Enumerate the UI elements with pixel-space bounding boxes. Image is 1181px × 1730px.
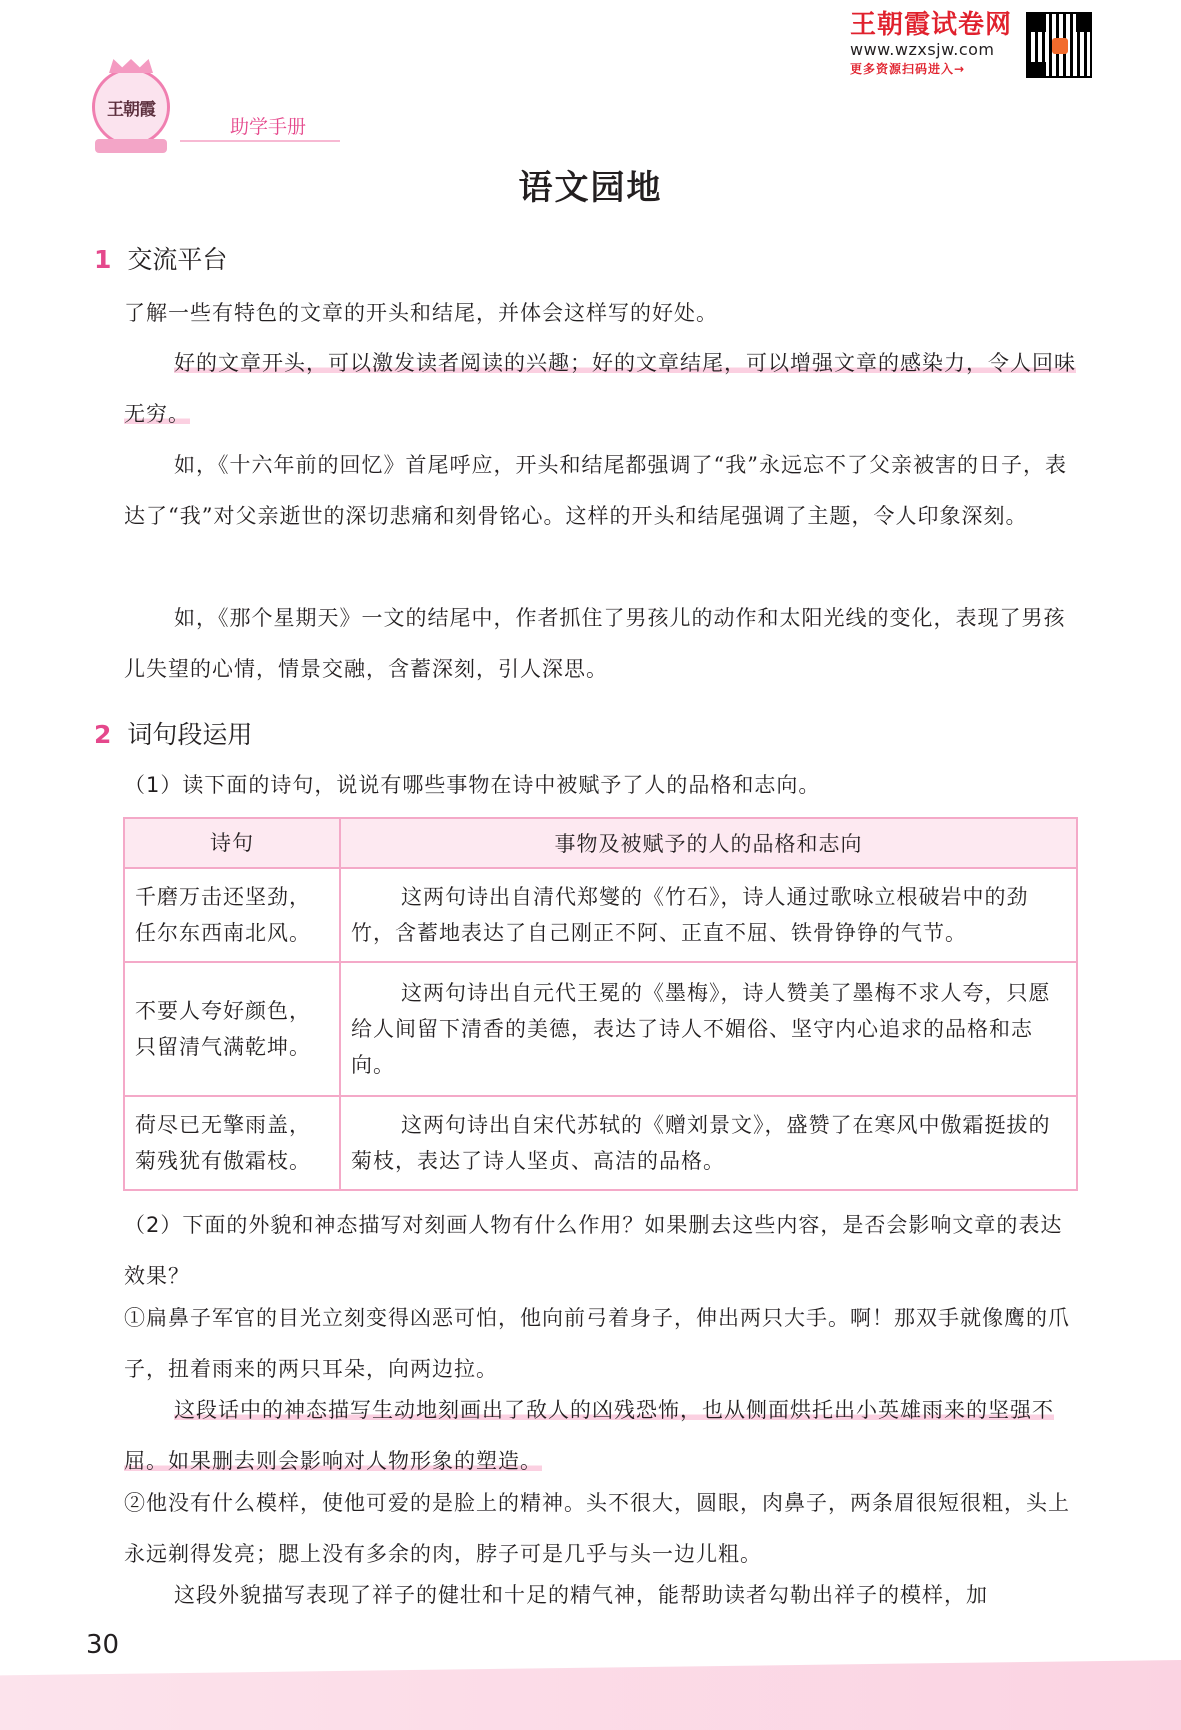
logo-ribbon: [95, 139, 167, 153]
table-row: [124, 1096, 1077, 1190]
section-title: 词句段运用: [127, 720, 253, 749]
answer-text: 好的文章开头，可以激发读者阅读的兴趣；好的文章结尾，可以增强文章的感染力，令人回味无穷。: [124, 351, 1076, 426]
question-text: （2）下面的外貌和神态描写对刻画人物有什么作用？如果删去这些内容，是否会影响文章的表达效果？: [124, 1213, 1063, 1288]
page-number: 30: [86, 1630, 120, 1660]
poem-table: [123, 817, 1078, 1191]
table-row: [124, 962, 1077, 1096]
footer-band: [0, 1660, 1181, 1730]
section-label: 助学手册: [230, 116, 307, 138]
answer-paragraph: [124, 1570, 1084, 1621]
table-header: 诗句: [124, 818, 340, 868]
page-title: 语文园地: [518, 168, 663, 208]
poem-cell: 荷尽已无擎雨盖，菊残犹有傲霜枝。: [124, 1096, 340, 1190]
table-header: 事物及被赋予的人的品格和志向: [340, 818, 1077, 868]
answer-paragraph: [124, 440, 1084, 542]
section-number: 2: [94, 720, 112, 749]
answer-text: 这段话中的神态描写生动地刻画出了敌人的凶残恐怖，也从侧面烘托出小英雄雨来的坚强不屈。如果删去则会影响对人物形象的塑造。: [124, 1398, 1054, 1473]
question-text: 了解一些有特色的文章的开头和结尾，并体会这样写的好处。: [124, 301, 718, 325]
table-row: [124, 868, 1077, 962]
answer-paragraph: [124, 338, 1084, 440]
answer-text: 如，《十六年前的回忆》首尾呼应，开头和结尾都强调了“我”永远忘不了父亲被害的日子，表达了“我”对父亲逝世的深切悲痛和刻骨铭心。这样的开头和结尾强调了主题，令人印象深刻。: [124, 453, 1067, 528]
excerpt-text: ①扁鼻子军官的目光立刻变得凶恶可怕，他向前弓着身子，伸出两只大手。啊！那双手就像鹰的爪子，扭着雨来的两只耳朵，向两边拉。: [124, 1306, 1070, 1381]
answer-text: 这段外貌描写表现了祥子的健壮和十足的精气神，能帮助读者勾勒出祥子的模样，加: [174, 1583, 988, 1607]
table-header-row: [124, 818, 1077, 868]
section-title: 交流平台: [127, 245, 228, 274]
poem-cell: 千磨万击还坚劲，任尔东西南北风。: [124, 868, 340, 962]
answer-cell: 这两句诗出自元代王冕的《墨梅》，诗人赞美了墨梅不求人夸，只愿给人间留下清香的美德，表达了诗人不媚俗、坚守内心追求的品格和志向。: [340, 962, 1077, 1096]
poem-cell: 不要人夸好颜色，只留清气满乾坤。: [124, 962, 340, 1096]
section-heading-1: [94, 240, 227, 276]
answer-text: 如，《那个星期天》一文的结尾中，作者抓住了男孩儿的动作和太阳光线的变化，表现了男孩儿失望的心情，情景交融，含蓄深刻，引人深思。: [124, 606, 1066, 681]
answer-paragraph: [124, 1385, 1084, 1487]
qr-code-icon[interactable]: [1026, 12, 1092, 78]
section-number: 1: [94, 245, 112, 274]
section-heading-2: [94, 715, 252, 751]
brand-box[interactable]: [850, 10, 1012, 78]
brand-url[interactable]: www.wzxsjw.com: [850, 40, 995, 59]
answer-cell: 这两句诗出自宋代苏轼的《赠刘景文》，盛赞了在寒风中傲霜挺拔的菊枝，表达了诗人坚贞、高洁的品格。: [340, 1096, 1077, 1190]
brand-title: 王朝霞试卷网: [850, 10, 1013, 40]
question-text: （1）读下面的诗句，说说有哪些事物在诗中被赋予了人的品格和志向。: [124, 773, 821, 797]
logo-text: 王朝霞: [107, 99, 155, 120]
answer-paragraph: [124, 593, 1084, 695]
answer-cell: 这两句诗出自清代郑燮的《竹石》，诗人通过歌咏立根破岩中的劲竹，含蓄地表达了自己刚正不阿、正直不屈、铁骨铮铮的气节。: [340, 868, 1077, 962]
header-divider: [180, 140, 340, 142]
crown-icon: [109, 59, 153, 73]
excerpt-text: ②他没有什么模样，使他可爱的是脸上的精神。头不很大，圆眼，肉鼻子，两条眉很短很粗，头上永远剃得发亮；腮上没有多余的肉，脖子可是几乎与头一边儿粗。: [124, 1491, 1070, 1566]
publisher-logo: [92, 68, 170, 146]
brand-subtitle: 更多资源扫码进入→: [850, 62, 966, 76]
